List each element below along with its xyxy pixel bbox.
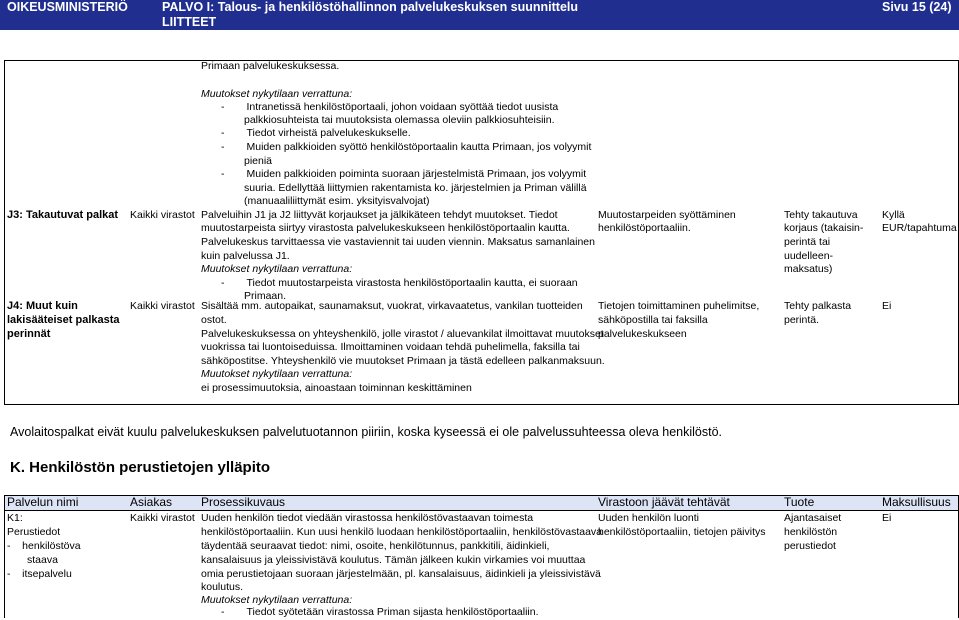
col-header-product: Tuote: [784, 495, 815, 509]
ministry-name: OIKEUSMINISTERIÖ: [7, 0, 128, 14]
product-j4: perintä.: [784, 314, 820, 326]
process-desc-j3: Palvelukeskus tarvittaessa vie vastaviennit tai uuden viennin. Maksatus samanlainen: [201, 236, 595, 248]
table1-bottom-border: [4, 404, 959, 405]
top-change-item: pieniä: [244, 155, 273, 167]
agency-task-j4: sähköpostilla tai faksilla: [598, 314, 708, 326]
process-desc-j4: Sisältää mm. autopaikat, saunamaksut, vuokrat, virkavaatetus, vankilan tuotteiden: [201, 300, 583, 312]
table2-header-border: [4, 510, 959, 511]
table2-left-border: [4, 495, 5, 618]
customer-j4: Kaikki virastot: [130, 300, 195, 312]
product-j4: Tehty palkasta: [784, 300, 852, 312]
col-header-agency-tasks: Virastoon jäävät tehtävät: [598, 495, 730, 509]
top-change-item: palkkiosuhteista tai muutoksista olemassa oleviin palkkiosuhteisiin.: [244, 114, 555, 126]
process-desc-j4: ostot.: [201, 314, 227, 326]
col-header-process: Prosessikuvaus: [201, 495, 286, 509]
product-k1: Ajantasaiset: [784, 512, 842, 524]
top-change-item: suuria. Edellyttää liittymien rakentamista ko. järjestelmien ja Priman välillä: [244, 182, 587, 194]
product-j3: korjaus (takaisin-: [784, 222, 864, 234]
j4-change-text: ei prosessimuutoksia, ainoastaan toiminnan keskittäminen: [201, 382, 472, 394]
process-desc-k1: Uuden henkilön tiedot viedään virastossa henkilöstövastaavan toimesta: [201, 512, 534, 524]
col-header-customer: Asiakas: [130, 495, 173, 509]
k1-changes-heading: Muutokset nykytilaan verrattuna:: [201, 594, 353, 606]
note-text: Avolaitospalkat eivät kuulu palvelukeskuksen palvelutuotannon piiriin, koska kyseessä ei ole palvelussuhteessa oleva henkilöstö.: [10, 425, 723, 439]
top-change-item: - Muiden palkkioiden poiminta suoraan järjestelmistä Primaan, jos volyymit: [221, 168, 587, 180]
j3-change-item: Primaan.: [244, 290, 287, 302]
process-desc-j4: sähköpostitse. Yhteyshenkilö vie muutokset Primaan ja tästä edelleen palkanmaksuun.: [201, 355, 605, 367]
j4-changes-heading: Muutokset nykytilaan verrattuna:: [201, 368, 353, 380]
top-change-item: - Tiedot virheistä palvelukeskukselle.: [221, 127, 411, 139]
process-desc-k1: koulutus.: [201, 581, 244, 593]
product-j3: perintä tai: [784, 236, 831, 248]
agency-task-j4: palvelukeskukseen: [598, 328, 687, 340]
table1-left-border: [4, 60, 5, 405]
page-number: Sivu 15 (24): [882, 0, 952, 14]
agency-task-k1: Uuden henkilön luonti: [598, 512, 699, 524]
process-desc-j4: vuokrissa tai luontoiseduissa. Ilmoittaminen voidaan tehdä puhelimella, faksilla tai: [201, 341, 580, 353]
payable-j3: Kyllä: [882, 209, 905, 221]
top-change-item: - Muiden palkkioiden syöttö henkilöstöportaalin kautta Primaan, jos volyymit: [221, 141, 592, 153]
payable-j3: EUR/tapahtuma: [882, 222, 957, 234]
service-name-j4: J4: Muut kuin: [7, 300, 78, 312]
service-name-k1: K1:: [7, 512, 23, 524]
top-block-line: Primaan palvelukeskuksessa.: [201, 60, 340, 72]
process-desc-j3: kuin palvelussa J1.: [201, 250, 290, 262]
product-j3: maksatus): [784, 263, 833, 275]
process-desc-k1: kansalaisuus ja yleissivistävä koulutus. Tämän jälkeen kukin virkamies voi muuttaa: [201, 554, 586, 566]
product-j3: uudelleen-: [784, 250, 834, 262]
agency-task-j3: henkilöstöportaaliin.: [598, 222, 691, 234]
section-title: K. Henkilöstön perustietojen ylläpito: [10, 459, 271, 476]
agency-task-j3: Muutostarpeiden syöttäminen: [598, 209, 736, 221]
service-name-j4: perinnät: [7, 328, 51, 340]
document-title: PALVO I: Talous- ja henkilöstöhallinnon palvelukeskuksen suunnittelu: [162, 0, 579, 14]
customer-j3: Kaikki virastot: [130, 209, 195, 221]
product-k1: perustiedot: [784, 540, 836, 552]
agency-task-k1: henkilöstöportaaliin, tietojen päivitys: [598, 526, 766, 538]
j3-changes-heading: Muutokset nykytilaan verrattuna:: [201, 263, 353, 275]
service-name-j3: J3: Takautuvat palkat: [7, 209, 119, 221]
agency-task-j4: Tietojen toimittaminen puhelimitse,: [598, 300, 760, 312]
col-header-payable: Maksullisuus: [882, 495, 951, 509]
k1-sub-item: - henkilöstöva: [7, 540, 81, 552]
process-desc-j3: muutostarpeista siirtyy virastosta palvelukeskukseen henkilöstöportaalin kautta.: [201, 222, 570, 234]
process-desc-j4: Palvelukeskuksessa on yhteyshenkilö, jolle virastot / aluevankilat ilmoittavat muutokset: [201, 328, 604, 340]
top-change-item: - Intranetissä henkilöstöportaali, johon voidaan syöttää tiedot uusista: [221, 101, 559, 113]
top-change-item: (manuaaliliittymät esim. yksityisvalvojat): [244, 195, 430, 207]
col-header-service: Palvelun nimi: [7, 495, 79, 509]
service-name-k1: Perustiedot: [7, 526, 61, 538]
k1-sub-item: staava: [27, 554, 58, 566]
customer-k1: Kaikki virastot: [130, 512, 195, 524]
j3-change-item: - Tiedot muutostarpeista virastosta henkilöstöportaalin kautta, ei suoraan: [221, 277, 578, 289]
k1-sub-item: - itsepalvelu: [7, 568, 72, 580]
process-desc-k1: henkilöstöportaaliin. Kun uusi henkilö luodaan henkilöstöportaaliin, henkilöstövastaava: [201, 526, 603, 538]
payable-k1: Ei: [882, 512, 892, 524]
document-subtitle: LIITTEET: [162, 15, 217, 29]
k1-change-item: - Tiedot syötetään virastossa Priman sijasta henkilöstöportaaliin.: [221, 606, 539, 618]
top-changes-heading: Muutokset nykytilaan verrattuna:: [201, 88, 353, 100]
product-k1: henkilöstön: [784, 526, 838, 538]
table1-top-border: [4, 60, 959, 61]
process-desc-j3: Palveluihin J1 ja J2 liittyvät korjaukset ja jälkikäteen tehdyt muutokset. Tiedot: [201, 209, 558, 221]
process-desc-k1: täydentää seuraavat tiedot: nimi, osoite, henkilötunnus, pankkitili, äidinkieli,: [201, 540, 550, 552]
payable-j4: Ei: [882, 300, 892, 312]
service-name-j4: lakisääteiset palkasta: [7, 314, 120, 326]
process-desc-k1: omia perustietojaan suoraan järjestelmään, pl. kansalaisuus, äidinkieli ja yleissivistävä: [201, 568, 601, 580]
product-j3: Tehty takautuva: [784, 209, 858, 221]
